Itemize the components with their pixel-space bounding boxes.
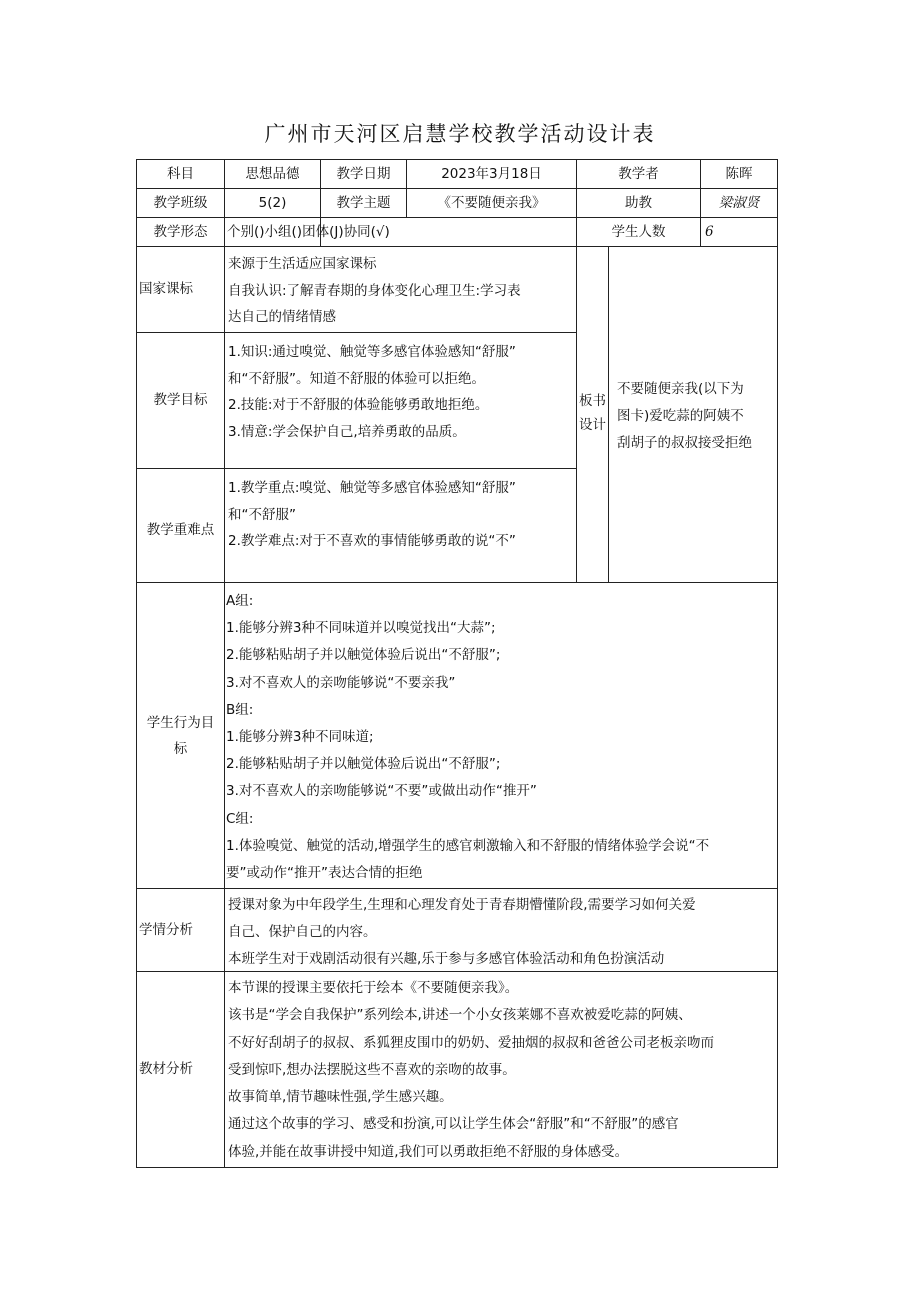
curriculum-content xyxy=(225,249,576,332)
behavior-label-line: 学生行为目 xyxy=(146,715,215,731)
material-line: 体验,并能在故事讲授中知道,我们可以勇敢拒绝不舒服的身体感受。 xyxy=(228,1143,629,1160)
behavior-line: B组: xyxy=(226,701,254,718)
board-line: 刮胡子的叔叔接受拒绝 xyxy=(617,435,752,451)
analysis-label: 学情分析 xyxy=(139,921,193,938)
behavior-line: 2.能够粘贴胡子并以触觉体验后说出“不舒服”; xyxy=(226,756,501,773)
board-line: 不要随便亲我(以下为 xyxy=(617,381,744,397)
material-line: 本节课的授课主要依托于绘本《不要随便亲我》。 xyxy=(228,980,519,996)
behavior-line: 1.能够分辨3种不同味道; xyxy=(226,729,374,746)
analysis-line: 授课对象为中年段学生,生理和心理发育处于青春期懵懂阶段,需要学习如何关爱 xyxy=(228,897,696,913)
analysis-content xyxy=(225,890,777,971)
material-line: 不好好刮胡子的叔叔、系狐狸皮围巾的奶奶、爱抽烟的叔叔和爸爸公司老板亲吻而 xyxy=(228,1034,714,1051)
form-value: 个别()小组()团体(J)协同(√) xyxy=(227,223,390,240)
behavior-line: 3.对不喜欢人的亲吻能够说“不要”或做出动作“推开” xyxy=(226,783,537,800)
teacher-label: 教学者 xyxy=(618,165,659,182)
board-label-line: 设计 xyxy=(579,417,606,433)
curriculum-line: 自我认识:了解青春期的身体变化心理卫生:学习表 xyxy=(228,282,521,299)
keypoints-label: 教学重难点 xyxy=(146,522,215,539)
students-value: 6 xyxy=(705,223,714,240)
board-content xyxy=(611,376,777,466)
curriculum-line: 达自己的情绪情感 xyxy=(228,309,336,325)
assistant-label: 助教 xyxy=(625,194,652,211)
date-value: 2023年3月18日 xyxy=(441,165,542,182)
material-content xyxy=(225,973,777,1167)
goals-content xyxy=(225,337,576,468)
goals-label: 教学目标 xyxy=(153,392,208,409)
date-label: 教学日期 xyxy=(336,165,391,182)
class-label: 教学班级 xyxy=(153,194,208,211)
behavior-line: 3.对不喜欢人的亲吻能够说“不要亲我” xyxy=(226,674,456,691)
subject-label: 科目 xyxy=(167,165,194,182)
theme-label: 教学主题 xyxy=(336,194,391,211)
behavior-line: 1.能够分辨3种不同味道并以嗅觉找出“大蒜”; xyxy=(226,620,496,637)
keypoints-line: 2.教学难点:对于不喜欢的事情能够勇敢的说“不” xyxy=(228,533,516,549)
behavior-line: 1.体验嗅觉、触觉的活动,增强学生的感官刺激输入和不舒服的情绪体验学会说“不 xyxy=(226,837,710,854)
form-label: 教学形态 xyxy=(153,223,208,240)
material-line: 该书是“学会自我保护”系列绘本,讲述一个小女孩莱娜不喜欢被爱吃蒜的阿姨、 xyxy=(228,1007,692,1024)
keypoints-line: 1.教学重点:嗅觉、触觉等多感官体验感知“舒服” xyxy=(228,480,516,496)
keypoints-line: 和“不舒服” xyxy=(228,506,296,523)
material-line: 故事简单,情节趣味性强,学生感兴趣。 xyxy=(228,1089,453,1106)
curriculum-label: 国家课标 xyxy=(139,281,193,298)
material-label: 教材分析 xyxy=(139,1061,193,1078)
students-label: 学生人数 xyxy=(611,223,666,240)
keypoints-content xyxy=(225,473,576,582)
goals-line: 3.情意:学会保护自己,培养勇敢的品质。 xyxy=(228,423,466,440)
behavior-line: 要”或动作“推开”表达合情的拒绝 xyxy=(226,865,423,882)
behavior-label-line: 标 xyxy=(173,741,188,757)
behavior-content xyxy=(225,586,777,888)
page-title: 广州市天河区启慧学校教学活动设计表 xyxy=(264,122,656,146)
analysis-line: 本班学生对于戏剧活动很有兴趣,乐于参与多感官体验活动和角色扮演活动 xyxy=(228,951,665,967)
board-line: 图卡)爱吃蒜的阿姨不 xyxy=(617,408,744,424)
board-label xyxy=(577,389,608,449)
theme-value: 《不要随便亲我》 xyxy=(437,194,546,211)
behavior-label xyxy=(137,710,224,766)
goals-line: 2.技能:对于不舒服的体验能够勇敢地拒绝。 xyxy=(228,397,489,413)
goals-line: 和“不舒服”。知道不舒服的体验可以拒绝。 xyxy=(228,370,485,387)
analysis-line: 自己、保护自己的内容。 xyxy=(228,924,377,940)
behavior-line: A组: xyxy=(226,593,254,609)
material-line: 通过这个故事的学习、感受和扮演,可以让学生体会“舒服”和“不舒服”的感官 xyxy=(228,1116,679,1133)
goals-line: 1.知识:通过嗅觉、触觉等多感官体验感知“舒服” xyxy=(228,344,516,360)
behavior-line: C组: xyxy=(226,810,254,827)
board-label-line: 板书 xyxy=(579,393,606,409)
curriculum-line: 来源于生活适应国家课标 xyxy=(228,256,377,272)
teacher-value: 陈晖 xyxy=(725,165,753,182)
material-line: 受到惊吓,想办法摆脱这些不喜欢的亲吻的故事。 xyxy=(228,1061,516,1078)
assistant-signature: 梁淑贤 xyxy=(718,194,760,211)
subject-value: 思想品德 xyxy=(245,165,300,182)
behavior-line: 2.能够粘贴胡子并以触觉体验后说出“不舒服”; xyxy=(226,647,501,664)
class-value: 5(2) xyxy=(258,194,287,211)
